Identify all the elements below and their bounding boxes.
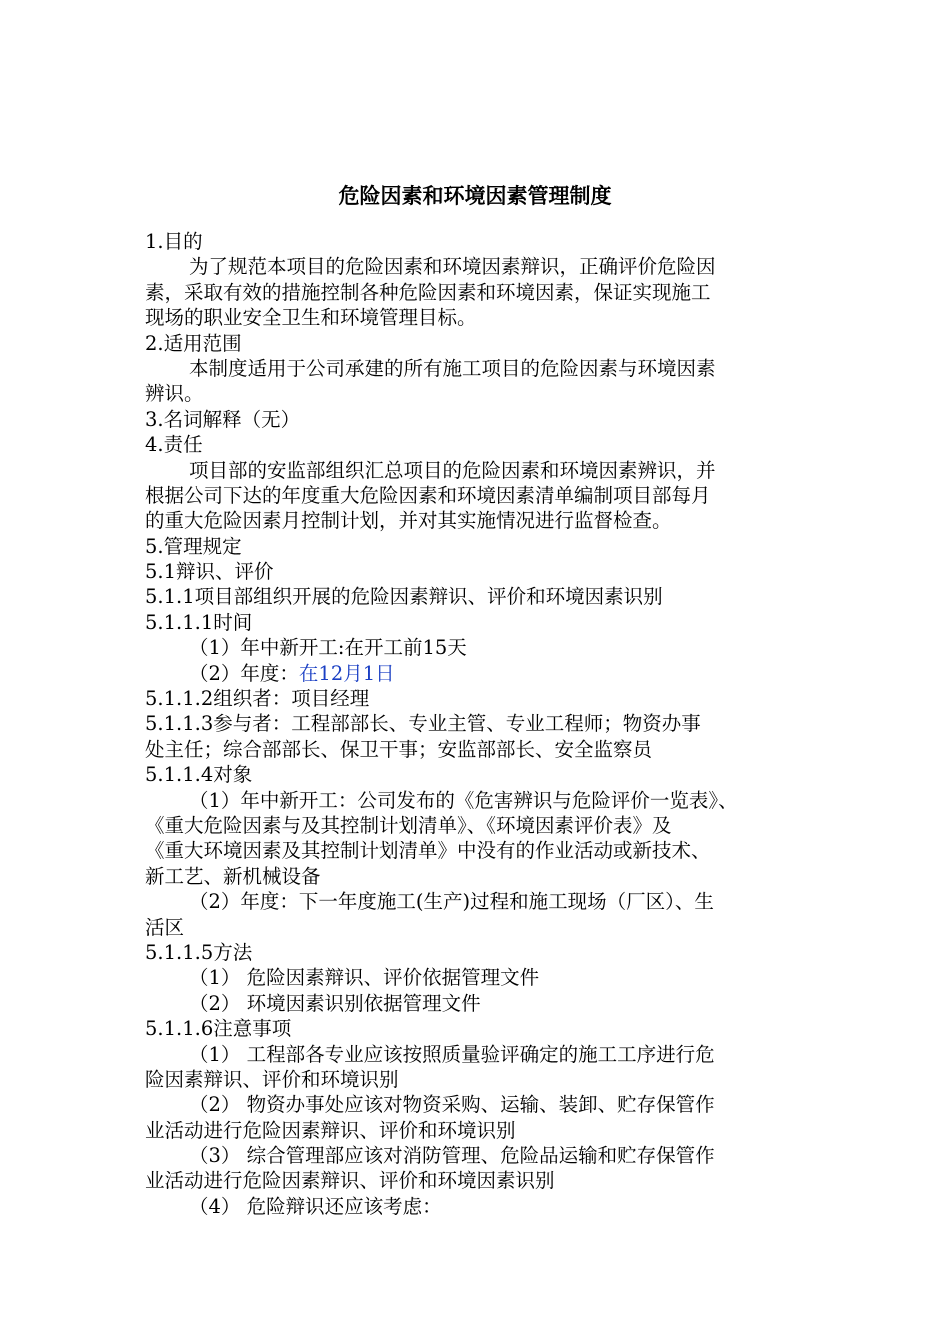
body-line bbox=[145, 254, 813, 279]
body-line-text: （2） 环境因素识别依据管理文件 bbox=[189, 991, 481, 1015]
body-line bbox=[145, 1118, 813, 1143]
body-line bbox=[145, 559, 813, 584]
body-line bbox=[145, 458, 813, 483]
body-line-text: （3） 综合管理部应该对消防管理、危险品运输和贮存保管作 bbox=[189, 1144, 715, 1168]
body-line bbox=[145, 1067, 813, 1092]
body-line bbox=[145, 1194, 813, 1219]
body-line bbox=[145, 940, 813, 965]
body-line-text: 项目部的安监部组织汇总项目的危险因素和环境因素辨识，并 bbox=[189, 458, 716, 482]
body-line bbox=[145, 1168, 813, 1193]
body-line bbox=[145, 788, 813, 813]
body-line-text: （1）年中新开工：公司发布的《危害辨识与危险评价一览表》、 bbox=[189, 788, 738, 812]
body-line-text: 1.目的 bbox=[145, 230, 203, 253]
body-line bbox=[145, 661, 813, 686]
body-line bbox=[145, 534, 813, 559]
body-line bbox=[145, 838, 813, 863]
body-line-text: 《重大环境因素及其控制计划清单》中没有的作业活动或新技术、 bbox=[145, 839, 711, 863]
body-line-text: （1） 危险因素辩识、评价依据管理文件 bbox=[189, 966, 540, 990]
body-line-text: 5.1辩识、评价 bbox=[145, 560, 274, 584]
body-line-text: （2） 物资办事处应该对物资采购、运输、装卸、贮存保管作 bbox=[189, 1093, 715, 1117]
body-line-text: 2.适用范围 bbox=[145, 331, 242, 355]
body-line bbox=[145, 381, 813, 406]
body-line bbox=[145, 584, 813, 609]
body-line bbox=[145, 1143, 813, 1168]
body-line bbox=[145, 965, 813, 990]
body-line-text: （1） 工程部各专业应该按照质量验评确定的施工工序进行危 bbox=[189, 1042, 715, 1066]
body-line bbox=[145, 686, 813, 711]
body-line-text: （2）年度：下一年度施工(生产)过程和施工现场（厂区）、生 bbox=[189, 890, 714, 914]
body-line bbox=[145, 864, 813, 889]
body-line-text: 新工艺、新机械设备 bbox=[145, 864, 321, 888]
body-line-text: （1）年中新开工:在开工前15天 bbox=[189, 636, 467, 660]
body-line-text: 3.名词解释（无） bbox=[145, 407, 301, 431]
body-line-text: 根据公司下达的年度重大危险因素和环境因素清单编制项目部每月 bbox=[145, 483, 711, 507]
body-line bbox=[145, 407, 813, 432]
body-line-text: 5.1.1.4对象 bbox=[145, 763, 253, 787]
body-line bbox=[145, 813, 813, 838]
body-line-text: 5.1.1.1时间 bbox=[145, 610, 253, 634]
body-line bbox=[145, 737, 813, 762]
body-line-text: 《重大危险因素与及其控制计划清单》、《环境因素评价表》及 bbox=[145, 813, 672, 837]
body-line-text: 4.责任 bbox=[145, 433, 203, 457]
body-line bbox=[145, 1016, 813, 1041]
body-line-text: 本制度适用于公司承建的所有施工项目的危险因素与环境因素 bbox=[189, 356, 716, 380]
body-line bbox=[145, 356, 813, 381]
body-line-text: 5.1.1项目部组织开展的危险因素辩识、评价和环境因素识别 bbox=[145, 585, 663, 609]
body-line-text: 为了规范本项目的危险因素和环境因素辩识，正确评价危险因 bbox=[189, 255, 716, 279]
body-line bbox=[145, 762, 813, 787]
body-line bbox=[145, 1042, 813, 1067]
body-line bbox=[145, 711, 813, 736]
body-line-text: 业活动进行危险因素辩识、评价和环境因素识别 bbox=[145, 1169, 555, 1193]
body-line bbox=[145, 889, 813, 914]
body-line bbox=[145, 1092, 813, 1117]
body-line-text: 辨识。 bbox=[145, 382, 204, 406]
body-line bbox=[145, 915, 813, 940]
body-line bbox=[145, 635, 813, 660]
body-line bbox=[145, 432, 813, 457]
body-line-text: 5.1.1.5方法 bbox=[145, 940, 253, 964]
body-line-text: 5.1.1.6注意事项 bbox=[145, 1017, 292, 1041]
body-line bbox=[145, 610, 813, 635]
body-line bbox=[145, 280, 813, 305]
body-line bbox=[145, 331, 813, 356]
body-line bbox=[145, 483, 813, 508]
body-line-text: （4） 危险辩识还应该考虑： bbox=[189, 1194, 442, 1218]
document-title: 危险因素和环境因素管理制度 bbox=[338, 184, 612, 208]
body-line-text: 5.1.1.3参与者：工程部部长、专业主管、专业工程师；物资办事 bbox=[145, 712, 701, 736]
body-line-text: 处主任；综合部部长、保卫干事；安监部部长、安全监察员 bbox=[145, 737, 653, 761]
body-line-text: 5.1.1.2组织者：项目经理 bbox=[145, 687, 370, 711]
body-line bbox=[145, 229, 813, 254]
body-line bbox=[145, 508, 813, 533]
body-line bbox=[145, 305, 813, 330]
highlighted-date: 在12月1日 bbox=[298, 661, 395, 685]
body-line-text: 素，采取有效的措施控制各种危险因素和环境因素，保证实现施工 bbox=[145, 280, 711, 304]
body-line-text: （2）年度： bbox=[189, 661, 299, 685]
body-line-text: 险因素辩识、评价和环境识别 bbox=[145, 1067, 399, 1091]
body-line bbox=[145, 991, 813, 1016]
body-line-text: 现场的职业安全卫生和环境管理目标。 bbox=[145, 306, 477, 330]
document-body bbox=[145, 229, 813, 1219]
body-line-text: 5.管理规定 bbox=[145, 534, 242, 558]
body-line-text: 活区 bbox=[145, 915, 185, 939]
body-line-text: 业活动进行危险因素辩识、评价和环境识别 bbox=[145, 1118, 516, 1142]
body-line-text: 的重大危险因素月控制计划，并对其实施情况进行监督检查。 bbox=[145, 509, 672, 533]
